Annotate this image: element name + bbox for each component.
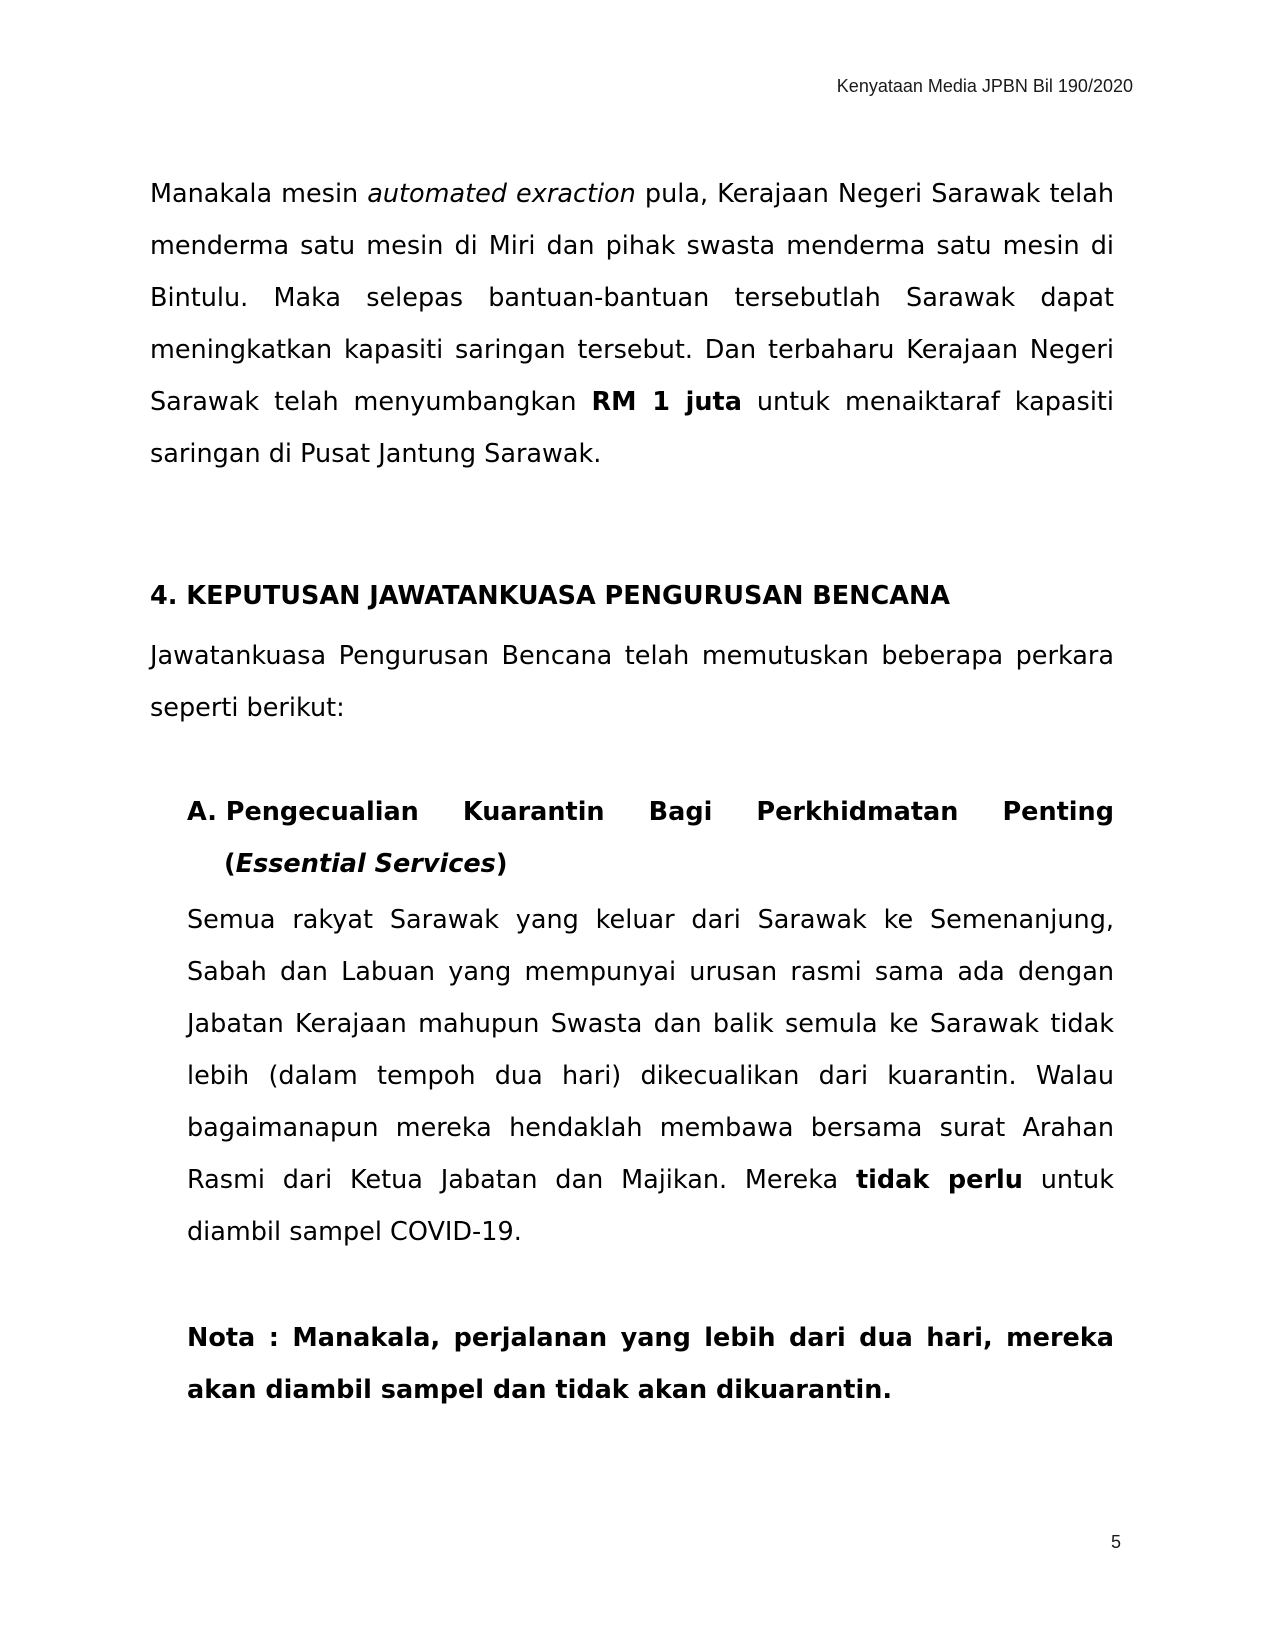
item-a-title xyxy=(187,786,1114,890)
item-a-close-paren: ) xyxy=(495,849,508,879)
document-header: Kenyataan Media JPBN Bil 190/2020 xyxy=(836,76,1133,96)
item-a-body xyxy=(187,894,1114,1258)
page-number: 5 xyxy=(1110,1532,1121,1552)
item-a-note: Nota : Manakala, perjalanan yang lebih dari dua hari, mereka akan diambil sampel dan tidak akan dikuarantin. xyxy=(187,1323,1114,1405)
paragraph1-text-a: Manakala mesin xyxy=(150,179,368,209)
paragraph1-bold-amount: RM 1 juta xyxy=(591,387,742,417)
item-a-title-word-2: Kuarantin xyxy=(462,797,605,827)
item-a-label-word1 xyxy=(187,786,419,838)
section-4-intro: Jawatankuasa Pengurusan Bencana telah memutuskan beberapa perkara seperti berikut: xyxy=(150,641,1114,723)
item-a-body-text-a: Semua rakyat Sarawak yang keluar dari Sarawak ke Semenanjung, Sabah dan Labuan yang mempunyai urusan rasmi sama ada dengan Jabatan Kerajaan mahupun Swasta dan balik semula ke Sarawak tidak lebih (dalam tempoh dua hari) dikecualikan dari kuarantin. Walau bagaimanapun mereka hendaklah membawa bersama surat Arahan Rasmi dari Ketua Jabatan dan Majikan. Mereka xyxy=(187,905,1114,1195)
item-a-body-bold: tidak perlu xyxy=(855,1165,1023,1195)
paragraph1-italic: automated exraction xyxy=(367,179,636,209)
section-4-heading: 4. KEPUTUSAN JAWATANKUASA PENGURUSAN BENCANA xyxy=(150,581,951,611)
item-a-title-word-3: Bagi xyxy=(648,797,713,827)
paragraph1-text-b: pula, Kerajaan Negeri Sarawak telah menderma satu mesin di Miri dan pihak swasta menderma satu mesin di Bintulu. Maka selepas bantuan-bantuan tersebutlah Sarawak dapat meningkatkan kapasiti saringan tersebut. Dan terbaharu Kerajaan Negeri Sarawak telah menyumbangkan xyxy=(150,179,1115,417)
item-a-label: A. xyxy=(187,797,217,827)
item-a-title-italic: Essential Services xyxy=(235,849,496,879)
item-a-title-word-1: Pengecualian xyxy=(225,797,419,827)
item-a-body-text-b: untuk diambil sampel COVID-19. xyxy=(187,1165,1114,1247)
item-a-title-line1 xyxy=(187,786,1114,838)
item-a-title-word-5: Penting xyxy=(1002,797,1114,827)
paragraph1-text-c: untuk menaiktaraf kapasiti saringan di Pusat Jantung Sarawak. xyxy=(150,387,1114,469)
paragraph-automated-extraction xyxy=(150,168,1114,480)
item-a-title-line2 xyxy=(187,838,1114,890)
item-a-title-word-4: Perkhidmatan xyxy=(756,797,959,827)
item-a-open-paren: ( xyxy=(224,849,236,879)
